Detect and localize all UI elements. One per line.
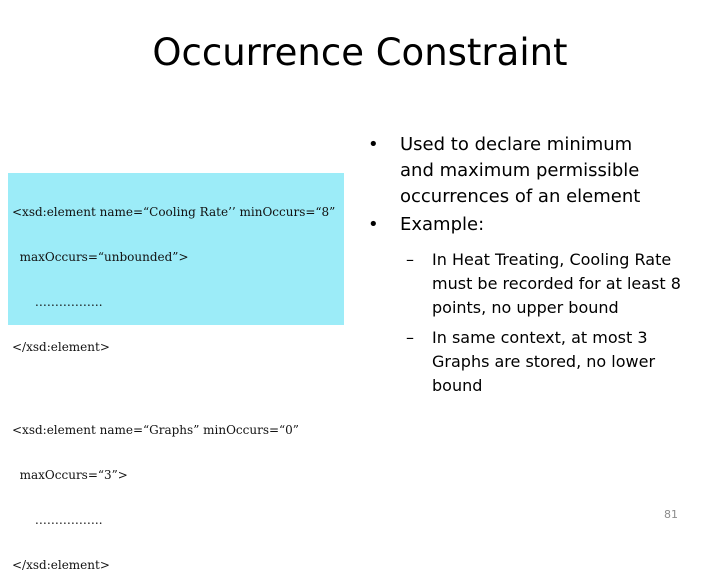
bullet-item — [364, 212, 704, 398]
sub-bullet-marker: – — [406, 328, 414, 347]
code-line: </xsd:element> — [12, 558, 110, 572]
code-line: maxOccurs=“3”> — [12, 468, 128, 482]
sub-bullet-text: In same context, at most 3 Graphs are stored, no lower bound — [432, 328, 656, 395]
bullet-marker: • — [368, 134, 379, 155]
code-line: <xsd:element name=“Cooling Rate’’ minOccurs=“8” — [12, 205, 336, 219]
page-number: 81 — [664, 508, 678, 521]
sub-bullet-marker: – — [406, 250, 414, 269]
bullet-item — [364, 132, 704, 210]
bullet-text: Used to declare minimum and maximum permissible occurrences of an element — [400, 134, 641, 207]
slide-title: Occurrence Constraint — [152, 31, 568, 74]
sub-bullet-item — [400, 326, 704, 398]
bullet-list — [364, 132, 704, 404]
code-spacer — [12, 385, 344, 393]
xml-schema-code-example — [8, 173, 344, 572]
sub-bullet-list — [400, 248, 704, 398]
sub-bullet-text: In Heat Treating, Cooling Rate must be recorded for at least 8 points, no upper bound — [432, 250, 681, 317]
code-line: </xsd:element> — [12, 340, 110, 354]
code-line: <xsd:element name=“Graphs” minOccurs=“0” — [12, 423, 299, 437]
bullet-text: Example: — [400, 214, 485, 235]
sub-bullet-item — [400, 248, 704, 320]
code-line: …………….. — [12, 295, 103, 309]
code-line: …………….. — [12, 513, 103, 527]
bullet-marker: • — [368, 214, 379, 235]
code-line: maxOccurs=“unbounded”> — [12, 250, 189, 264]
